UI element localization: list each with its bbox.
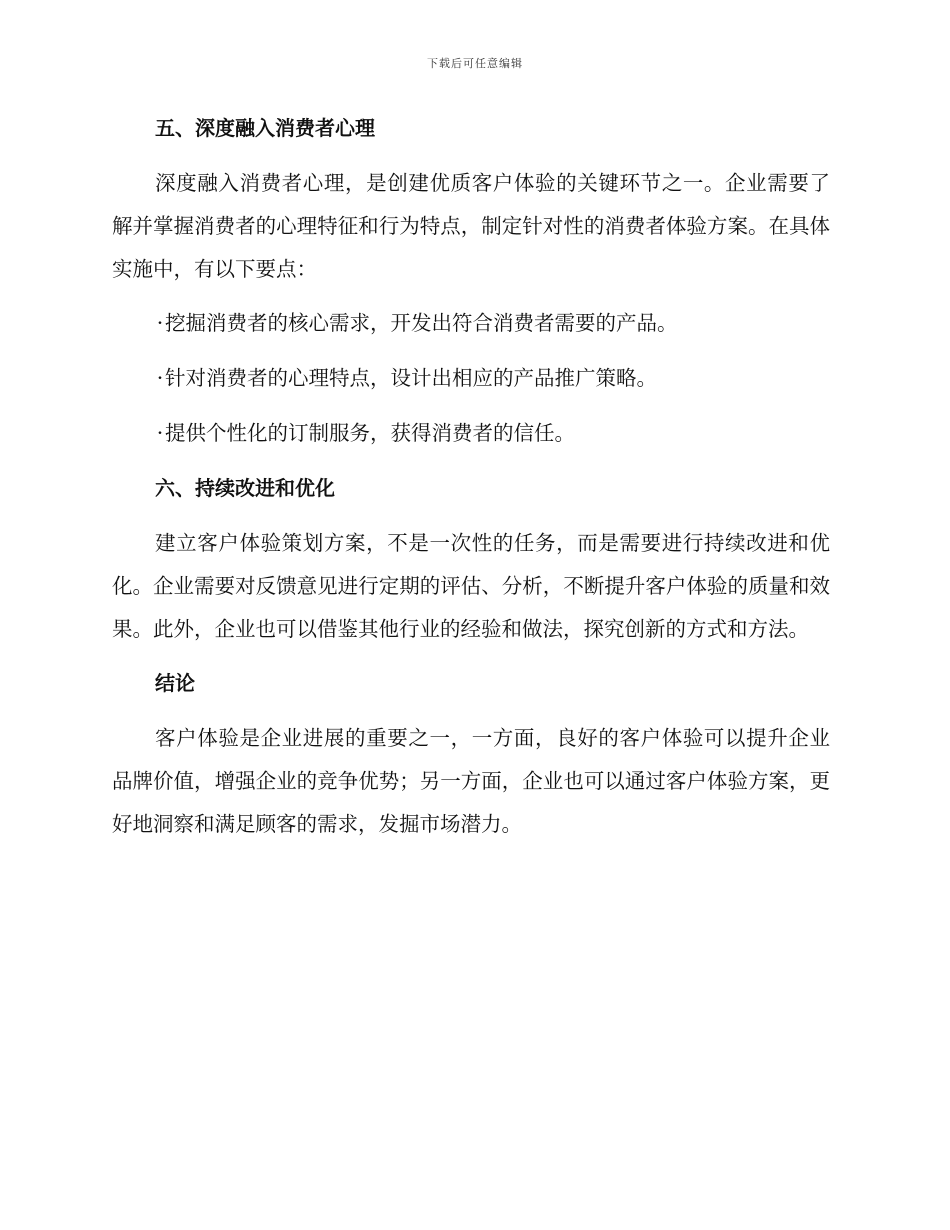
section-6-paragraph: 建立客户体验策划方案，不是一次性的任务，而是需要进行持续改进和优化。企业需要对反馈意见进行定期的评估、分析，不断提升客户体验的质量和效果。此外，企业也可以借鉴其他行业的经验和做法，探究创新的方式和方法。 bbox=[112, 531, 830, 641]
section-6-heading: 六、持续改进和优化 bbox=[155, 476, 335, 500]
bullet-dot-icon: · bbox=[156, 366, 164, 390]
bullet-dot-icon: · bbox=[156, 421, 164, 445]
page-header: 下载后可任意编辑 bbox=[427, 57, 523, 70]
conclusion-paragraph: 客户体验是企业进展的重要之一，一方面，良好的客户体验可以提升企业品牌价值，增强企业的竞争优势；另一方面，企业也可以通过客户体验方案，更好地洞察和满足顾客的需求，发掘市场潜力。 bbox=[112, 726, 830, 836]
section-5-heading: 五、深度融入消费者心理 bbox=[155, 116, 375, 140]
section-5-paragraph: 深度融入消费者心理，是创建优质客户体验的关键环节之一。企业需要了解并掌握消费者的心理特征和行为特点，制定针对性的消费者体验方案。在具体实施中，有以下要点： bbox=[112, 171, 830, 281]
bullet-text: 挖掘消费者的核心需求，开发出符合消费者需要的产品。 bbox=[165, 311, 678, 335]
bullet-text: 针对消费者的心理特点，设计出相应的产品推广策略。 bbox=[165, 366, 657, 390]
bullet-item bbox=[112, 358, 830, 398]
bullet-dot-icon: · bbox=[156, 311, 164, 335]
document-body bbox=[112, 108, 830, 858]
bullet-item bbox=[112, 413, 830, 453]
conclusion-heading: 结论 bbox=[155, 671, 195, 695]
bullet-text: 提供个性化的订制服务，获得消费者的信任。 bbox=[165, 421, 575, 445]
bullet-item bbox=[112, 303, 830, 343]
